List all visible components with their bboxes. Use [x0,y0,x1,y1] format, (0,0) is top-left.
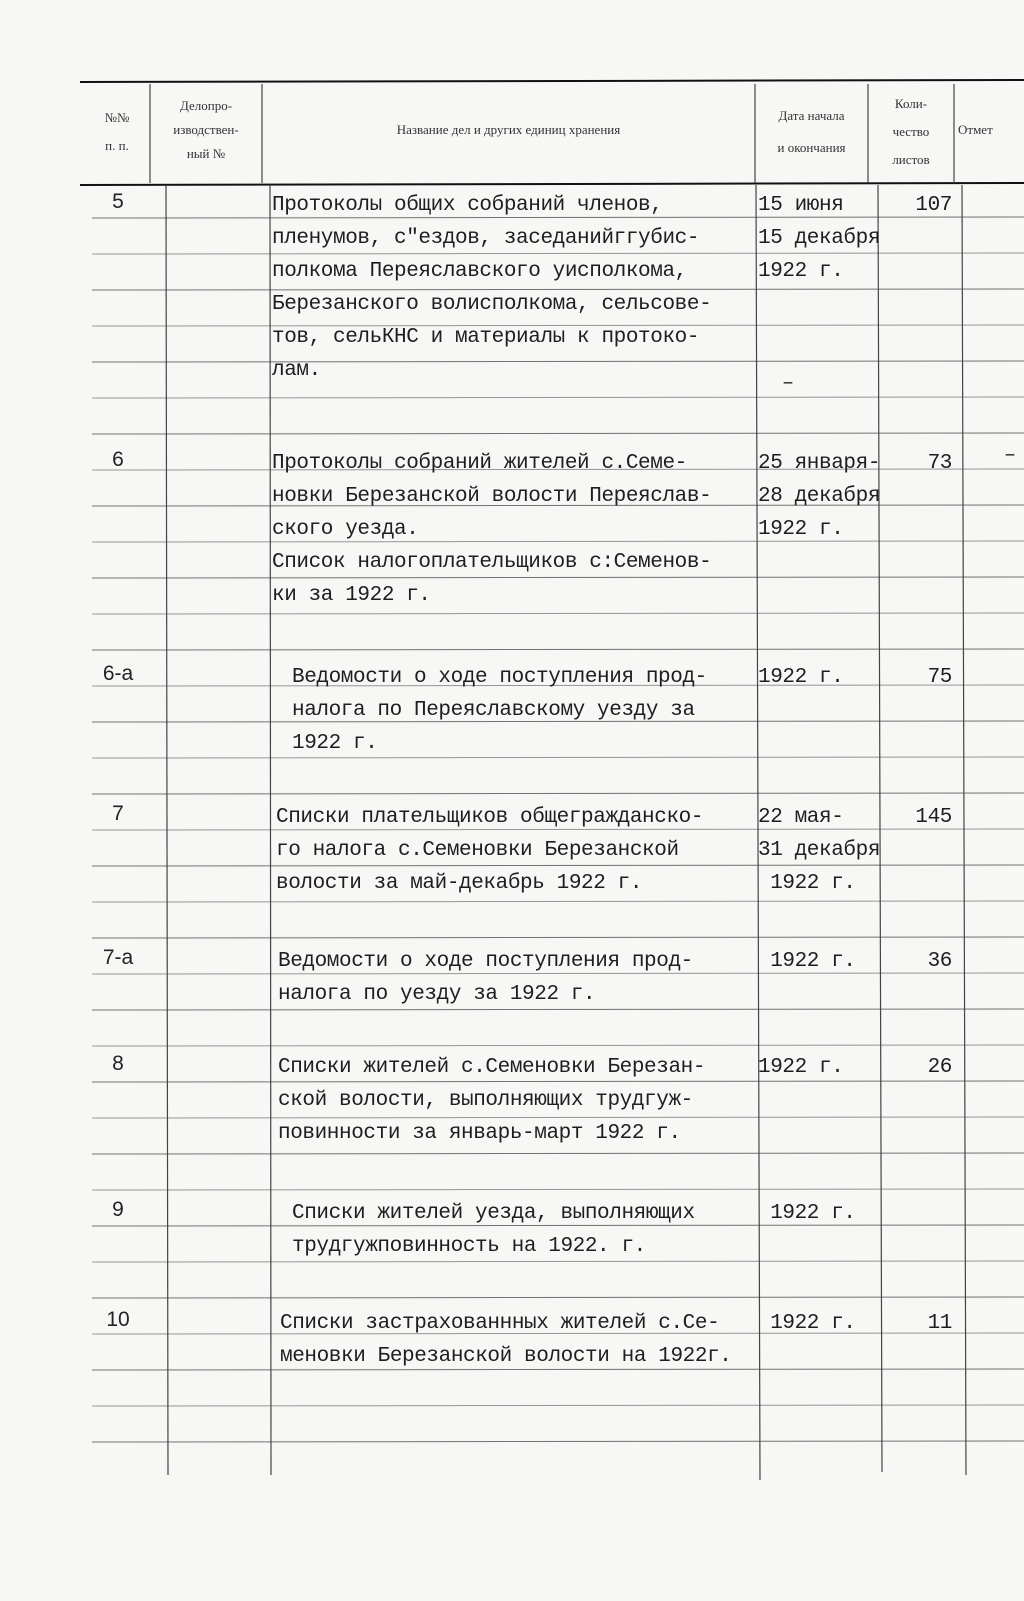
record-number: 10 [106,1308,130,1331]
header-dates: Дата начала и окончания [777,108,846,155]
header-notes: Отмет [958,122,993,137]
record-title-line: повинности за январь-март 1922 г. [278,1122,681,1145]
empty-dash: – [782,372,795,395]
record-title-line: трудгужповинность на 1922. г. [292,1235,646,1258]
record-date-line: 15 декабря [758,227,881,250]
header-sheets: Коли- чество листов [892,96,930,167]
record-title-line: меновки Березанской волости на 1922г. [280,1345,732,1368]
record-sheet-count: 145 [915,806,952,829]
record-date-line: 1922 г. [758,950,856,973]
record-title-line: пленумов, с"ездов, заседанийггубис- [272,227,700,250]
record-title-line: го налога с.Семеновки Березанской [276,839,679,862]
record-date-line: 1922 г. [758,1056,844,1079]
header-office-number: Делопро- изводствен- ный № [173,98,239,161]
record-title-line: Протоколы собраний жителей с.Семе- [272,452,687,475]
record-title-line: полкома Переяславского уисполкома, [272,260,687,283]
record-sheet-count: 11 [927,1312,952,1335]
record-title-line: Списки застрахованнных жителей с.Се- [280,1312,720,1335]
header-number: №№ п. п. [104,110,130,153]
record-title-line: 1922 г. [292,732,378,755]
record-title-line: Список налогоплательщиков с:Семенов- [272,551,712,574]
record-title-line: ского уезда. [272,518,419,541]
record-number: 7 [112,802,124,825]
record-number: 6 [112,448,124,471]
record-sheet-count: 75 [927,666,952,689]
header-title: Название дел и других единиц хранения [396,122,621,137]
record-sheet-count: 26 [927,1056,952,1079]
record-date-line: 1922 г. [758,518,844,541]
record-title-line: ской волости, выполняющих трудгуж- [278,1089,693,1112]
empty-dash: – [1004,444,1017,467]
record-number: 9 [112,1198,124,1221]
record-title-line: волости за май-декабрь 1922 г. [276,872,643,895]
record-sheet-count: 107 [915,194,952,217]
record-title-line: Ведомости о ходе поступления прод- [292,666,707,689]
record-number: 7-а [102,946,134,969]
record-title-line: новки Березанской волости Переяслав- [272,485,712,508]
record-date-line: 1922 г. [758,260,844,283]
record-date-line: 22 мая- [758,806,844,829]
record-title-line: Ведомости о ходе поступления прод- [278,950,693,973]
record-title-line: налога по Переяславскому уезду за [292,699,695,722]
record-title-line: лам. [272,359,321,382]
record-title-line: Списки жителей уезда, выполняющих [292,1202,695,1225]
record-title-line: Протоколы общих собраний членов, [272,194,663,217]
record-title-line: ки за 1922 г. [272,584,431,607]
record-date-line: 28 декабря [758,485,881,508]
record-title-line: налога по уезду за 1922 г. [278,983,596,1006]
record-title-line: Списки плательщиков общегражданско- [276,806,704,829]
record-date-line: 15 июня [758,194,844,217]
record-number: 8 [112,1052,124,1075]
record-title-line: тов, сельКНС и материалы к протоко- [272,326,700,349]
record-sheet-count: 36 [927,950,952,973]
record-title-line: Березанского волисполкома, сельсове- [272,293,712,316]
record-date-line: 1922 г. [758,1312,856,1335]
record-sheet-count: 73 [927,452,952,475]
record-number: 5 [112,190,124,213]
record-date-line: 1922 г. [758,666,844,689]
record-date-line: 1922 г. [758,872,856,895]
record-date-line: 1922 г. [758,1202,856,1225]
record-number: 6-а [102,662,134,685]
record-date-line: 31 декабря [758,839,881,862]
record-title-line: Списки жителей с.Семеновки Березан- [278,1056,706,1079]
record-date-line: 25 января- [758,452,881,475]
